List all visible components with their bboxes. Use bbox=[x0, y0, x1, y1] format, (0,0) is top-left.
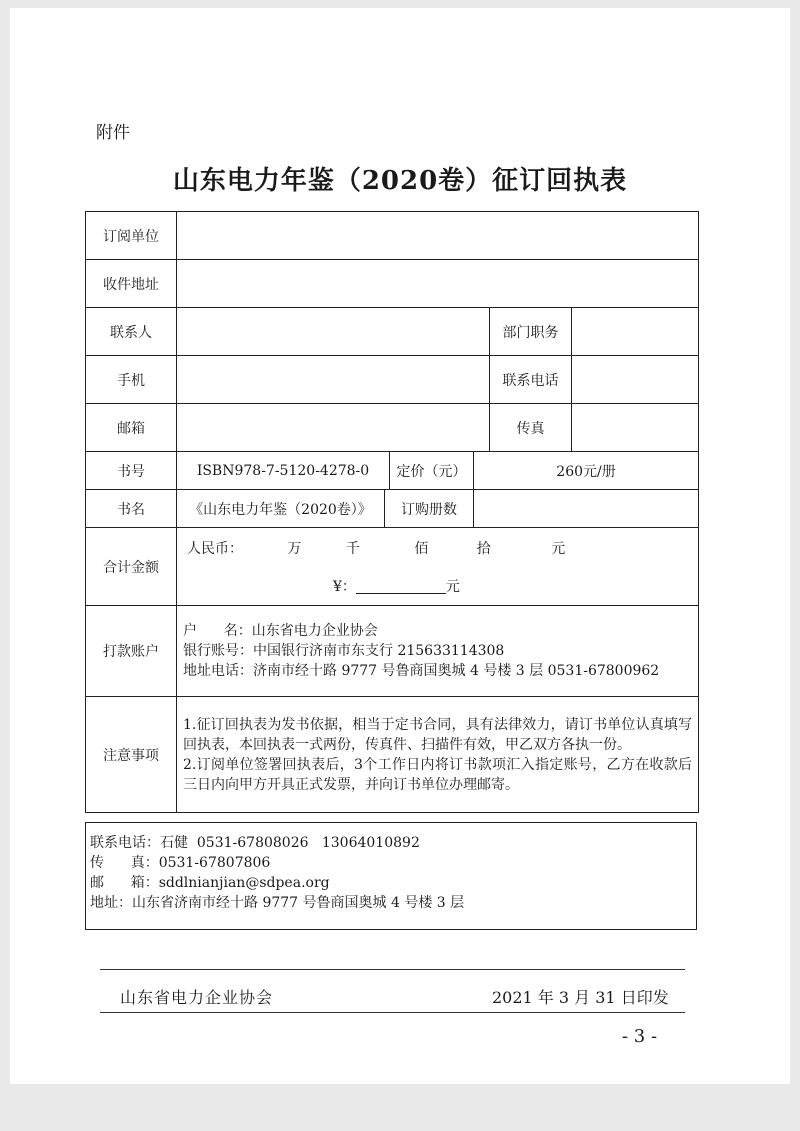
mobile-field[interactable] bbox=[177, 356, 490, 404]
address-label: 收件地址 bbox=[86, 260, 177, 308]
bank-account-line: 银行账号：中国银行济南市东支行 215633114308 bbox=[183, 643, 505, 659]
subscriber-unit-field[interactable] bbox=[177, 212, 699, 260]
contact-person-label: 联系人 bbox=[86, 308, 177, 356]
notes-content bbox=[177, 697, 699, 813]
issuer-name: 山东省电力企业协会 bbox=[120, 988, 274, 1007]
footer-divider-bottom bbox=[100, 1012, 685, 1013]
rmb-label: 人民币： bbox=[187, 540, 243, 557]
account-name-line: 户 名：山东省电力企业协会 bbox=[183, 623, 378, 639]
mobile-label: 手机 bbox=[86, 356, 177, 404]
quantity-field[interactable] bbox=[474, 490, 699, 528]
address-field[interactable] bbox=[177, 260, 699, 308]
contact-phone-line: 联系电话：石健 0531-67808026 13064010892 bbox=[90, 835, 420, 851]
total-amount-field[interactable] bbox=[177, 528, 699, 606]
email-label: 邮箱 bbox=[86, 404, 177, 452]
contact-address-line: 地址：山东省济南市经十路 9777 号鲁商国奥城 4 号楼 3 层 bbox=[90, 895, 465, 911]
address-phone-line: 地址电话：济南市经十路 9777 号鲁商国奥城 4 号楼 3 层 0531-67800962 bbox=[183, 663, 660, 679]
subscriber-unit-label: 订阅单位 bbox=[86, 212, 177, 260]
fax-label: 传真 bbox=[490, 404, 572, 452]
account-label: 打款账户 bbox=[86, 606, 177, 697]
account-details bbox=[177, 606, 699, 697]
phone-field[interactable] bbox=[572, 356, 699, 404]
notes-label: 注意事项 bbox=[86, 697, 177, 813]
note-item: 1.征订回执表为发书依据，相当于定书合同，具有法律效力，请订书单位认真填写回执表，本回执表一式两份，传真件、扫描件有效，甲乙双方各执一份。 bbox=[183, 716, 693, 753]
attachment-label: 附件 bbox=[96, 123, 130, 143]
unit-wan: 万 bbox=[287, 540, 302, 557]
bookname-label: 书名 bbox=[86, 490, 177, 528]
unit-yuan: 元 bbox=[551, 540, 566, 557]
page-number: - 3 - bbox=[622, 1026, 658, 1047]
quantity-label: 订购册数 bbox=[385, 490, 474, 528]
isbn-label: 书号 bbox=[86, 452, 177, 490]
total-amount-label: 合计金额 bbox=[86, 528, 177, 606]
price-value: 260元/册 bbox=[474, 452, 699, 490]
department-label: 部门职务 bbox=[490, 308, 572, 356]
note-item: 2.订阅单位签署回执表后，3个工作日内将订书款项汇入指定账号，乙方在收款后三日内向甲方开具正式发票，并向订书单位办理邮寄。 bbox=[183, 756, 693, 793]
issue-date: 2021 年 3 月 31 日印发 bbox=[492, 988, 669, 1007]
contact-person-field[interactable] bbox=[177, 308, 490, 356]
page-title: 山东电力年鉴（2020卷）征订回执表 bbox=[172, 166, 628, 196]
contact-info-box bbox=[85, 822, 697, 930]
footer-divider-top bbox=[100, 969, 685, 970]
fax-field[interactable] bbox=[572, 404, 699, 452]
price-label: 定价（元） bbox=[390, 452, 474, 490]
unit-shi: 拾 bbox=[476, 540, 491, 557]
bookname-value: 《山东电力年鉴（2020卷）》 bbox=[177, 490, 385, 528]
subscription-form-table bbox=[85, 211, 699, 813]
yen-amount-blank[interactable] bbox=[356, 580, 446, 594]
department-field[interactable] bbox=[572, 308, 699, 356]
yen-suffix: 元 bbox=[445, 578, 460, 595]
contact-email-line: 邮 箱：sddlnianjian@sdpea.org bbox=[90, 875, 330, 891]
phone-label: 联系电话 bbox=[490, 356, 572, 404]
unit-qian: 千 bbox=[345, 540, 360, 557]
unit-bai: 佰 bbox=[414, 540, 429, 557]
isbn-value: ISBN978-7-5120-4278-0 bbox=[177, 452, 390, 490]
contact-fax-line: 传 真：0531-67807806 bbox=[90, 855, 271, 871]
email-field[interactable] bbox=[177, 404, 490, 452]
yen-prefix: ¥： bbox=[333, 578, 356, 595]
